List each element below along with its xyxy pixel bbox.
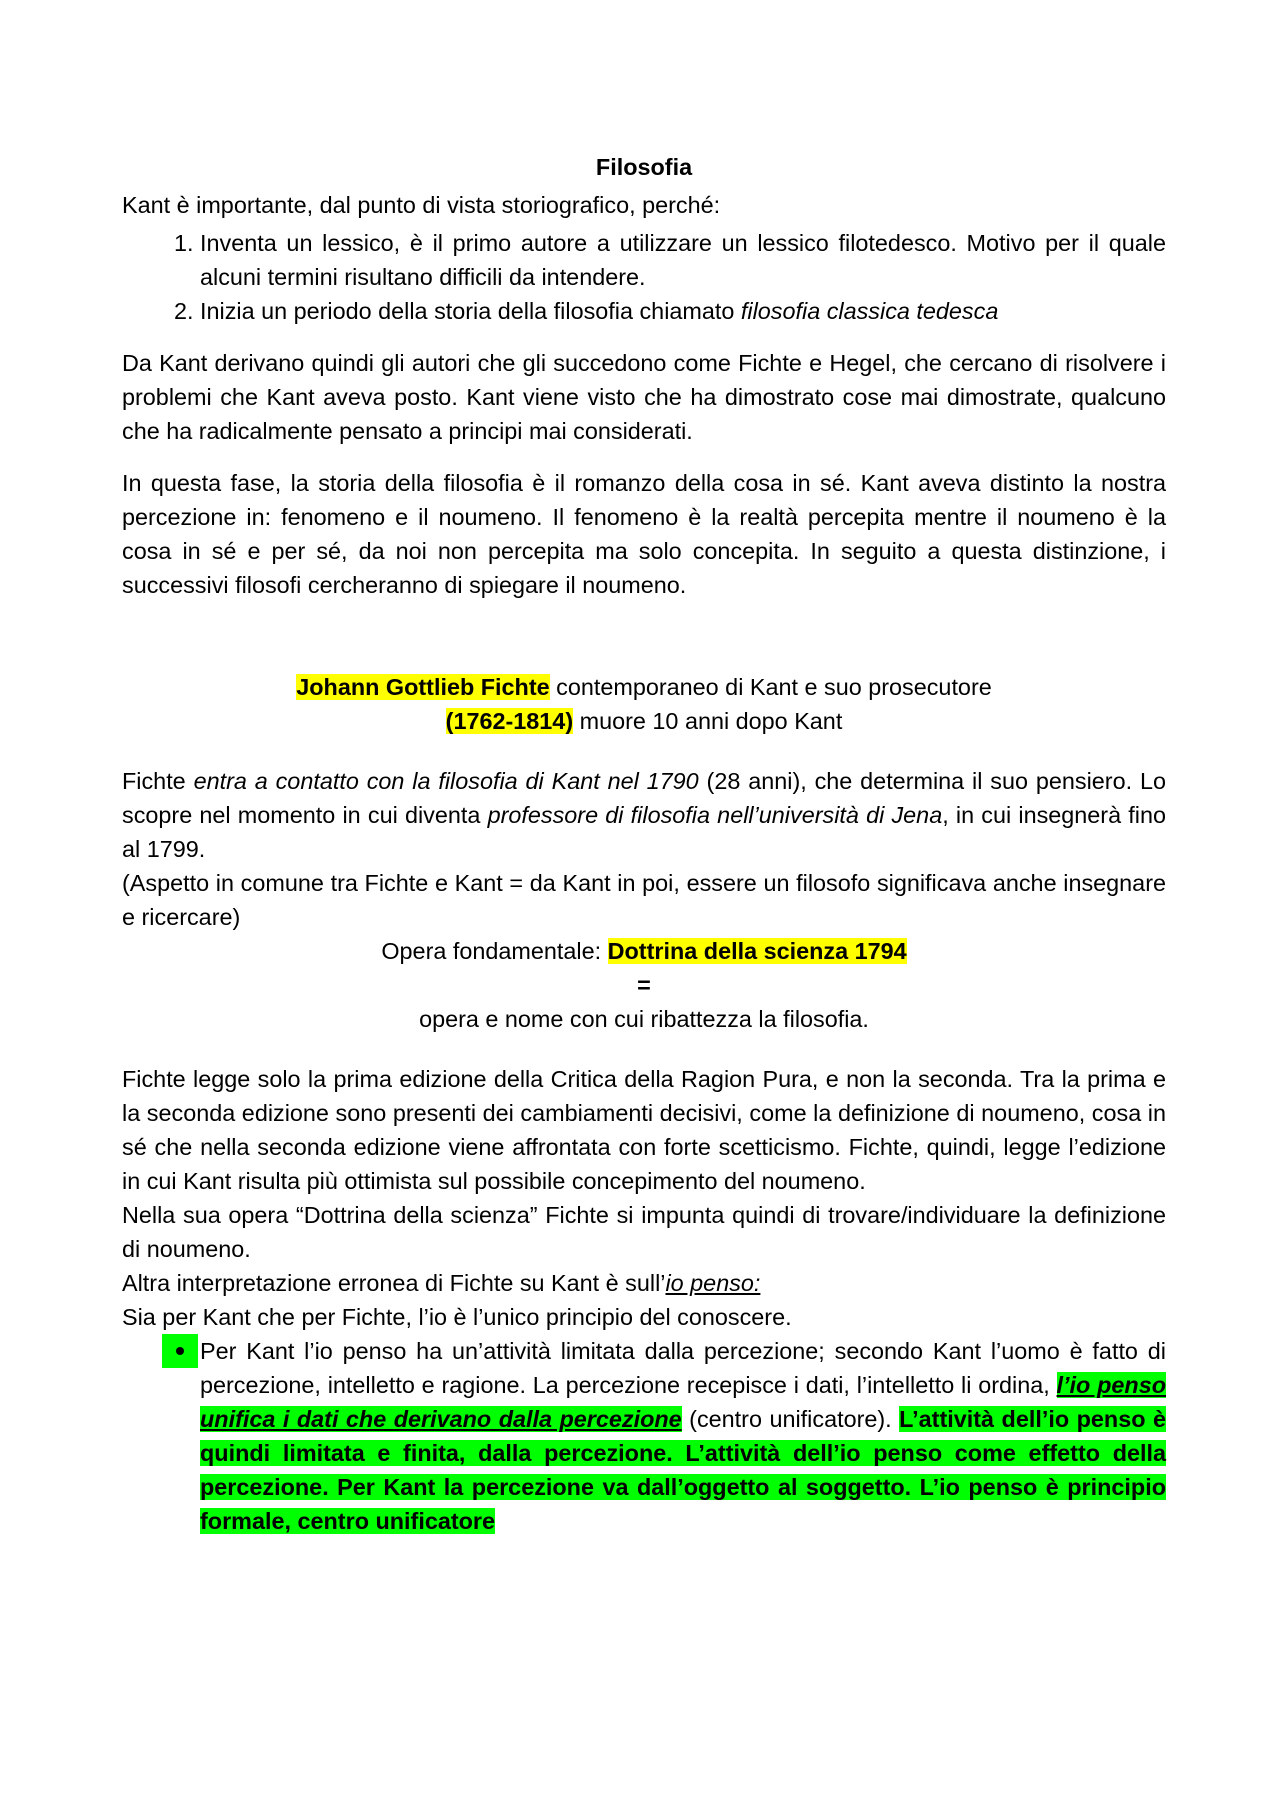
list-item — [200, 1334, 1166, 1538]
altra-text: Altra interpretazione erronea di Fichte su Kant è sull’ — [122, 1270, 666, 1296]
paragraph-sia: Sia per Kant che per Fichte, l’io è l’unico principio del conoscere. — [122, 1304, 792, 1330]
fichte-years-desc: muore 10 anni dopo Kant — [573, 708, 843, 734]
bullet-list — [122, 1334, 1166, 1538]
list-item-2-italic: filosofia classica tedesca — [740, 298, 999, 324]
opera-note: opera e nome con cui ribattezza la filosofia. — [419, 1006, 869, 1032]
document-page — [122, 150, 1166, 1538]
paragraph-fichte — [122, 764, 1166, 866]
list-item — [200, 294, 1166, 328]
fichte-name: Johann Gottlieb Fichte — [296, 674, 550, 700]
bullet-highlight-bold: L’attività dell’io penso è quindi limitata e finita, dalla percezione. L’attività dell’io penso come effetto della percezione. Per Kant la percezione va dall’oggetto al soggetto. L’io penso è principio formale, centro unificatore — [200, 1406, 1166, 1534]
paragraph-critica: Fichte legge solo la prima edizione della Critica della Ragion Pura, e non la seconda. Tra la prima e la seconda edizione sono presenti dei cambiamenti decisivi, come la definizione di noumeno, cosa in sé che nella seconda edizione viene affrontata con forte scetticismo. Fichte, quindi, legge l’edizione in cui Kant risulta più ottimista sul possibile concepimento del noumeno. — [122, 1066, 1166, 1194]
fichte-italic-2: professore di filosofia nell’università di Jena — [487, 802, 943, 828]
fichte-heading-line-2 — [122, 704, 1166, 738]
fichte-text-3: , in cui insegnerà fino al 1799. — [122, 802, 1167, 862]
paragraph-dottrina: Nella sua opera “Dottrina della scienza” Fichte si impunta quindi di trovare/individuare la definizione di noumeno. — [122, 1202, 1166, 1262]
fichte-heading-line-1 — [122, 670, 1166, 704]
list-item — [200, 226, 1166, 294]
altra-io-penso: io penso: — [665, 1270, 761, 1296]
fichte-text-2: (28 anni), che determina il suo pensiero. Lo scopre nel momento in cui diventa — [122, 768, 1166, 828]
fichte-italic-1: entra a contatto con la filosofia di Kant nel 1790 — [193, 768, 699, 794]
page-title: Filosofia — [595, 154, 693, 180]
bullet-highlight-italic: l’io penso unifica i dati che derivano dalla percezione — [200, 1372, 1166, 1432]
opera-equals: = — [637, 972, 651, 998]
paragraph-aspetto: (Aspetto in comune tra Fichte e Kant = da Kant in poi, essere un filosofo significava anche insegnare e ricercare) — [122, 870, 1166, 930]
bullet-text-2: (centro unificatore). — [681, 1406, 892, 1432]
paragraph-altra — [122, 1266, 1166, 1300]
intro-paragraph: Kant è importante, dal punto di vista storiografico, perché: — [122, 192, 721, 218]
numbered-list — [122, 226, 1166, 328]
bullet-icon — [162, 1334, 198, 1368]
paragraph-fase: In questa fase, la storia della filosofia è il romanzo della cosa in sé. Kant aveva distinto la nostra percezione in: fenomeno e il noumeno. Il fenomeno è la realtà percepita mentre il noumeno è la cosa in sé e per sé, da noi non percepita ma solo concepita. In seguito a questa distinzione, i successivi filosofi cercheranno di spiegare il noumeno. — [122, 470, 1166, 598]
fichte-desc: contemporaneo di Kant e suo prosecutore — [549, 674, 992, 700]
opera-line — [122, 934, 1166, 968]
fichte-years: (1762-1814) — [445, 708, 574, 734]
opera-label: Opera fondamentale: — [381, 938, 608, 964]
list-item-2-text: Inizia un periodo della storia della filosofia chiamato — [200, 298, 741, 324]
fichte-text-1: Fichte — [122, 768, 194, 794]
opera-title: Dottrina della scienza 1794 — [607, 938, 907, 964]
bullet-text-1: Per Kant l’io penso ha un’attività limitata dalla percezione; secondo Kant l’uomo è fatto di percezione, intelletto e ragione. La percezione recepisce i dati, l’intelletto li ordina, — [200, 1338, 1166, 1398]
paragraph-kant-derivano: Da Kant derivano quindi gli autori che gli succedono come Fichte e Hegel, che cercano di risolvere i problemi che Kant aveva posto. Kant viene visto che ha dimostrato cose mai dimostrate, qualcuno che ha radicalmente pensato a principi mai considerati. — [122, 350, 1166, 444]
list-item-1-text: Inventa un lessico, è il primo autore a utilizzare un lessico filotedesco. Motivo per il quale alcuni termini risultano difficili da intendere. — [200, 230, 1166, 290]
